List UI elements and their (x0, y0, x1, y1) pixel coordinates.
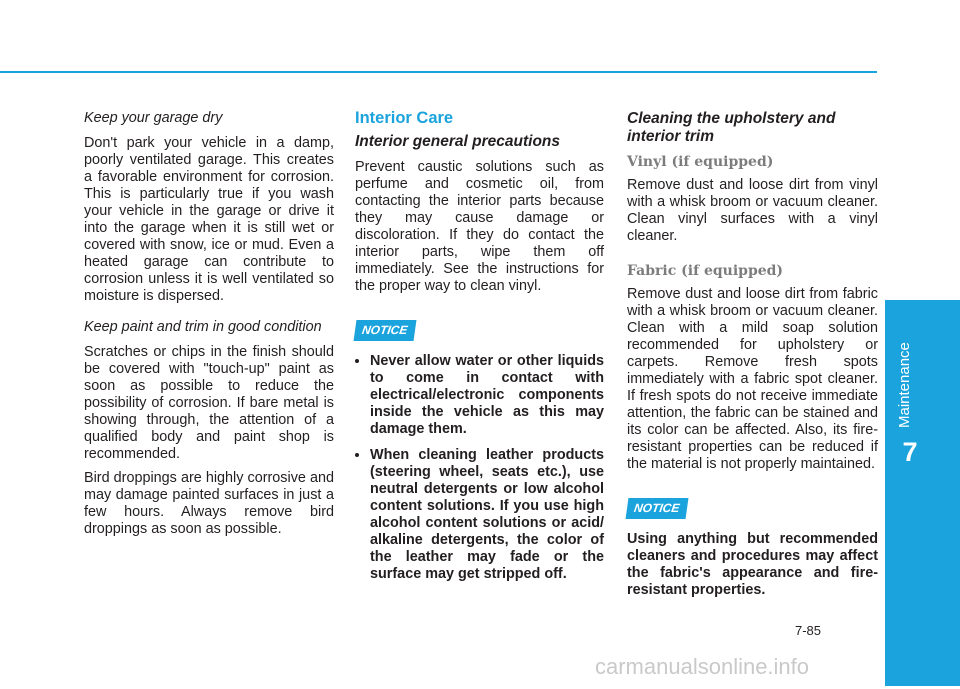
vinyl-paragraph: Remove dust and loose dirt from vinyl with a whisk broom or vacuum cleaner. Clean vinyl surfaces with a vinyl cleaner. (627, 177, 878, 244)
column-left (84, 110, 334, 545)
notice-badge: NOTICE (354, 320, 417, 341)
vinyl-heading: Vinyl (if equipped) (627, 154, 774, 170)
upholstery-heading: Cleaning the upholstery and interior trim (627, 110, 836, 145)
section-title: Interior Care (355, 109, 454, 127)
paint-paragraph: Scratches or chips in the finish should be covered with "touch-up" paint as soon as possible to reduce the possibility of corrosion. If bare metal is showing through, the attention of a qualified body and paint shop is recommended. (84, 344, 334, 462)
precautions-paragraph: Prevent caustic solutions such as perfume and cosmetic oil, from contacting the interior parts because they may cause damage or discoloration. If they do contact the interior parts, wipe them off immediately. See the instructions for the proper way to clean vinyl. (355, 159, 604, 294)
notice-item: • Never allow water or other liquids to come in contact with electrical/electronic components inside the vehicle as this may damage them. (370, 353, 604, 438)
paint-heading: Keep paint and trim in good condition (84, 319, 322, 335)
notice-paragraph: Using anything but recommended cleaners and procedures may affect the fabric's appearance and fire-resistant properties. (627, 531, 878, 598)
fabric-paragraph: Remove dust and loose dirt from fabric with a whisk broom or vacuum cleaner. Clean with a mild soap solution recommended for upholstery or carpets. Remove fresh spots immediately with a fabric spot cleaner. If fresh spots do not receive immediate attention, the fabric can be stained and its color can be affected. Also, its fire-resistant properties can be reduced if the material is not properly maintained. (627, 286, 878, 472)
column-middle (355, 110, 604, 592)
page-number: 7-85 (795, 623, 822, 638)
notice-item: • When cleaning leather products (steering wheel, seats etc.), use neutral detergents or low alcohol content solutions. If you use high alcohol content solutions or acid/ alkaline detergents, the color of the leather may fade or the surface may get stripped off. (370, 447, 604, 583)
notice-badge: NOTICE (626, 498, 689, 519)
fabric-heading: Fabric (if equipped) (627, 263, 784, 279)
column-right (627, 110, 878, 606)
header-rule (0, 71, 877, 73)
chapter-label: Maintenance (896, 342, 913, 428)
chapter-number: 7 (902, 437, 918, 467)
garage-heading: Keep your garage dry (84, 110, 223, 126)
bird-paragraph: Bird droppings are highly corrosive and may damage painted surfaces in just a few hours. Always remove bird droppings as soon as possible. (84, 470, 334, 537)
precautions-heading: Interior general precautions (355, 133, 560, 150)
watermark: carmanualsonline.info (595, 654, 810, 679)
garage-paragraph: Don't park your vehicle in a damp, poorly ventilated garage. This creates a favorable environment for corrosion. This is particularly true if you wash your vehicle in the garage or drive it into the garage when it is still wet or covered with snow, ice or mud. Even a heated garage can contribute to corrosion unless it is well ventilated so moisture is dispersed. (84, 135, 334, 304)
notice-list (355, 353, 604, 583)
